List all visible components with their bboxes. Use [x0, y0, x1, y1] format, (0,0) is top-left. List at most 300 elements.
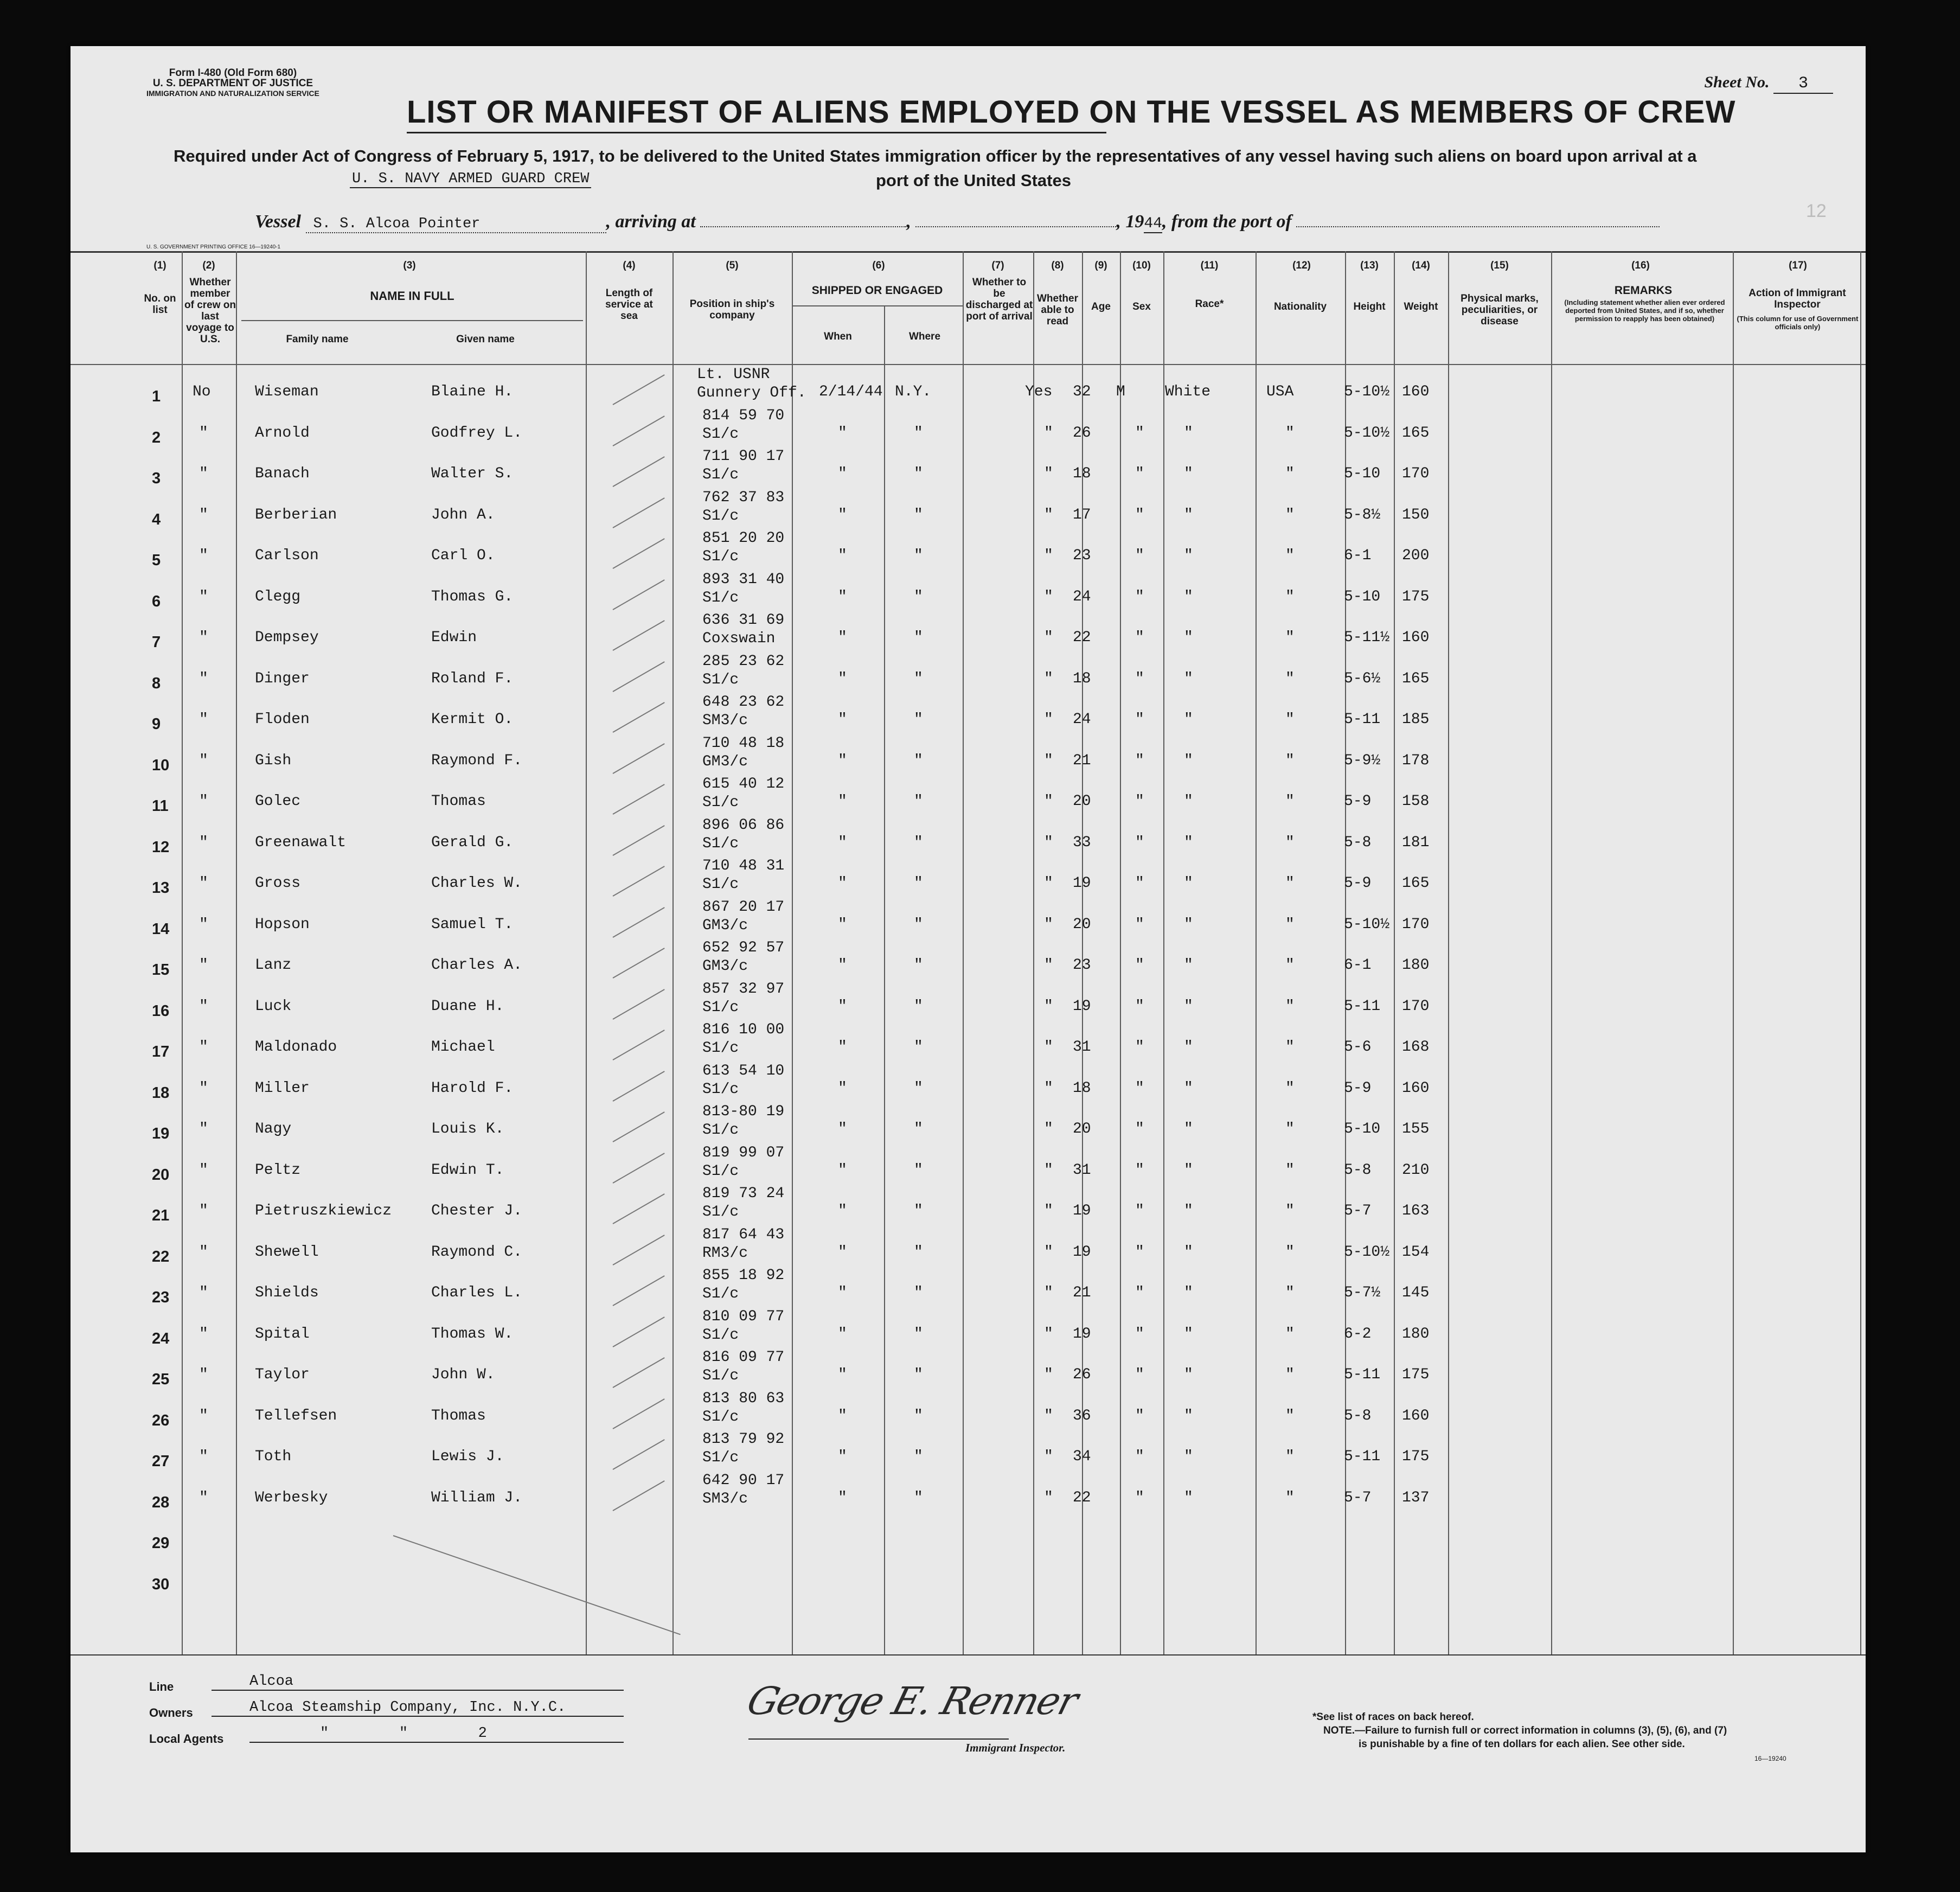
height: 5-10: [1344, 1121, 1381, 1137]
able-to-read: ": [1044, 670, 1053, 687]
year-value: 44: [1144, 215, 1162, 232]
nationality: ": [1285, 1489, 1295, 1506]
race: ": [1184, 998, 1193, 1015]
shipped-where: ": [914, 752, 923, 769]
footer-agents: [149, 1732, 223, 1746]
race: ": [1184, 834, 1193, 851]
able-to-read: ": [1044, 629, 1053, 646]
position-line-2: S1/c: [702, 1449, 739, 1466]
shipped-when: ": [838, 506, 847, 523]
height: 5-8: [1344, 834, 1372, 851]
able-to-read: ": [1044, 1121, 1053, 1137]
nationality: ": [1285, 1325, 1295, 1343]
weight: 170: [1402, 465, 1430, 482]
shipped-when: ": [838, 875, 847, 892]
position-line-2: S1/c: [702, 425, 739, 443]
weight: 200: [1402, 547, 1430, 564]
row-number: 1: [152, 388, 161, 405]
weight: 180: [1402, 1325, 1430, 1343]
shipped-where: ": [914, 998, 923, 1015]
family-name: Greenawalt: [255, 834, 347, 851]
able-to-read: ": [1044, 1243, 1053, 1261]
prev-voyage: ": [199, 1489, 208, 1506]
shipped-when: ": [838, 752, 847, 769]
given-name: Harold F.: [431, 1079, 514, 1097]
prev-voyage: ": [199, 916, 208, 933]
able-to-read: ": [1044, 834, 1053, 851]
given-name: Samuel T.: [431, 916, 514, 933]
manifest-sheet: [71, 46, 1866, 1852]
able-to-read: ": [1044, 1325, 1053, 1343]
row-number: 11: [152, 797, 169, 815]
sex: ": [1135, 1448, 1144, 1465]
given-name: Raymond F.: [431, 752, 523, 769]
sex: ": [1135, 916, 1144, 933]
able-to-read: ": [1044, 1039, 1053, 1056]
age: 21: [1073, 1284, 1091, 1301]
form-info: [146, 68, 319, 99]
position-line-1: 893 31 40: [702, 571, 785, 588]
age: 31: [1073, 1161, 1091, 1179]
col-14-num: (14): [1412, 260, 1430, 271]
position-line-2: S1/c: [702, 835, 739, 852]
nationality: ": [1285, 1448, 1295, 1465]
table-bottom-rule: [71, 1654, 1866, 1656]
age: 22: [1073, 629, 1091, 646]
nationality: ": [1285, 547, 1295, 564]
position-line-2: S1/c: [702, 1162, 739, 1180]
able-to-read: ": [1044, 957, 1053, 974]
shipped-where: ": [914, 1366, 923, 1383]
race: ": [1184, 670, 1193, 687]
age: 26: [1073, 1366, 1091, 1383]
race: ": [1184, 1243, 1193, 1261]
row-number: 3: [152, 470, 161, 487]
nationality: ": [1285, 1079, 1295, 1097]
shipped-where: ": [914, 1203, 923, 1219]
table-row: [71, 448, 1866, 489]
position-line-2: S1/c: [702, 1081, 739, 1098]
col-10-header: Sex: [1132, 301, 1151, 312]
sheet-label: Sheet No.: [1704, 73, 1770, 91]
row-number: 5: [152, 552, 161, 569]
sex: ": [1135, 834, 1144, 851]
position-line-1: 819 73 24: [702, 1185, 785, 1202]
able-to-read: ": [1044, 506, 1053, 523]
row-number: 20: [152, 1166, 170, 1184]
sex: ": [1135, 752, 1144, 769]
prev-voyage: ": [199, 834, 208, 851]
row-number: 21: [152, 1207, 170, 1224]
race: ": [1184, 916, 1193, 933]
agents-value: " " 2: [249, 1725, 624, 1743]
prev-voyage: ": [199, 424, 208, 442]
col-11-num: (11): [1200, 260, 1219, 271]
shipped-where: ": [914, 1489, 923, 1506]
family-name: Berberian: [255, 506, 337, 523]
prev-voyage: ": [199, 1448, 208, 1465]
position-line-2: Coxswain: [702, 630, 776, 647]
family-name: Peltz: [255, 1161, 301, 1179]
race: ": [1184, 588, 1193, 605]
family-name: Lanz: [255, 957, 292, 974]
family-name: Pietruszkiewicz: [255, 1203, 392, 1219]
shipped-when: 2/14/44: [819, 383, 883, 400]
race: ": [1184, 506, 1193, 523]
position-line-2: S1/c: [702, 1122, 739, 1139]
prev-voyage: ": [199, 1039, 208, 1056]
table-row: [71, 939, 1866, 981]
prev-voyage: ": [199, 998, 208, 1015]
height: 5-9: [1344, 875, 1372, 892]
col-16-num: (16): [1631, 260, 1650, 271]
able-to-read: ": [1044, 547, 1053, 564]
position-line-2: SM3/c: [702, 712, 748, 729]
shipped-when: ": [838, 547, 847, 564]
family-name: Maldonado: [255, 1039, 337, 1056]
row-number: 25: [152, 1371, 170, 1388]
nationality: ": [1285, 424, 1295, 442]
family-name: Hopson: [255, 916, 310, 933]
table-row: [71, 858, 1866, 899]
table-row: [71, 1267, 1866, 1308]
shipped-when: ": [838, 465, 847, 482]
prev-voyage: ": [199, 793, 208, 810]
position-line-2: S1/c: [702, 1367, 739, 1384]
col-2-num: (2): [202, 260, 215, 271]
shipped-where: N.Y.: [895, 383, 932, 400]
age: 19: [1073, 1243, 1091, 1261]
col-17-note: (This column for use of Government officials only): [1737, 315, 1859, 331]
table-row: [71, 1431, 1866, 1472]
nationality: ": [1285, 1203, 1295, 1219]
inspector-label: Immigrant Inspector.: [965, 1741, 1066, 1754]
height: 5-7½: [1344, 1284, 1381, 1301]
able-to-read: ": [1044, 1284, 1053, 1301]
position-line-1: 814 59 70: [702, 407, 785, 424]
sex: ": [1135, 1039, 1144, 1056]
row-number: 4: [152, 510, 161, 528]
weight: 160: [1402, 1079, 1430, 1097]
sex: ": [1135, 465, 1144, 482]
race: ": [1184, 1203, 1193, 1219]
row-number: 29: [152, 1535, 170, 1552]
height: 5-8: [1344, 1161, 1372, 1179]
nationality: ": [1285, 506, 1295, 523]
col-3-header: NAME IN FULL: [370, 289, 454, 303]
sex: ": [1135, 1489, 1144, 1506]
age: 24: [1073, 711, 1091, 728]
sex: ": [1135, 670, 1144, 687]
prev-voyage: ": [199, 957, 208, 974]
prev-voyage: ": [199, 670, 208, 687]
weight: 165: [1402, 875, 1430, 892]
given-name: Roland F.: [431, 670, 514, 687]
position-line-2: S1/c: [702, 548, 739, 565]
height: 5-6: [1344, 1039, 1372, 1056]
shipped-when: ": [838, 1161, 847, 1179]
position-line-1: 851 20 20: [702, 530, 785, 547]
sex: ": [1135, 1284, 1144, 1301]
weight: 154: [1402, 1243, 1430, 1261]
prev-voyage: ": [199, 875, 208, 892]
position-line-1: 642 90 17: [702, 1472, 785, 1489]
row-number: 17: [152, 1043, 170, 1060]
weight: 178: [1402, 752, 1430, 769]
vessel-line: Vessel S. S. Alcoa Pointer , arriving at , , 1944, from the port of: [255, 212, 1660, 233]
weight: 160: [1402, 383, 1430, 400]
col-16-header: REMARKS: [1614, 284, 1673, 297]
col-11-header: Race*: [1195, 298, 1224, 310]
given-name: Godfrey L.: [431, 424, 523, 442]
race: ": [1184, 793, 1193, 810]
prev-voyage: ": [199, 1366, 208, 1383]
sex: ": [1135, 506, 1144, 523]
row-number: 6: [152, 592, 161, 610]
position-line-1: 762 37 83: [702, 489, 785, 506]
height: 5-10½: [1344, 383, 1390, 400]
able-to-read: ": [1044, 1489, 1053, 1506]
height: 6-2: [1344, 1325, 1372, 1343]
prev-voyage: ": [199, 588, 208, 605]
able-to-read: ": [1044, 588, 1053, 605]
shipped-where: ": [914, 834, 923, 851]
family-name: Toth: [255, 1448, 292, 1465]
shipped-where: ": [914, 875, 923, 892]
weight: 210: [1402, 1161, 1430, 1179]
weight: 180: [1402, 957, 1430, 974]
given-name: Louis K.: [431, 1121, 504, 1137]
race: ": [1184, 875, 1193, 892]
side-number: 12: [1806, 201, 1827, 221]
nationality: ": [1285, 1407, 1295, 1424]
table-row: [71, 694, 1866, 735]
given-name: John A.: [431, 506, 495, 523]
given-name: Edwin: [431, 629, 477, 646]
table-row: [71, 1063, 1866, 1104]
sex: ": [1135, 629, 1144, 646]
race: ": [1184, 1079, 1193, 1097]
race: ": [1184, 465, 1193, 482]
col-12-num: (12): [1292, 260, 1311, 271]
height: 5-10½: [1344, 1243, 1390, 1261]
nationality: ": [1285, 998, 1295, 1015]
col-12-header: Nationality: [1273, 301, 1327, 312]
able-to-read: ": [1044, 711, 1053, 728]
sex: ": [1135, 1079, 1144, 1097]
weight: 155: [1402, 1121, 1430, 1137]
position-line-1: 816 10 00: [702, 1021, 785, 1038]
able-to-read: ": [1044, 998, 1053, 1015]
table-row: [71, 489, 1866, 530]
position-line-2: GM3/c: [702, 917, 748, 934]
table-row: [71, 1472, 1866, 1513]
position-line-2: S1/c: [702, 466, 739, 483]
weight: 168: [1402, 1039, 1430, 1056]
prev-voyage: ": [199, 752, 208, 769]
sheet-number: 3: [1773, 74, 1833, 94]
height: 5-11½: [1344, 629, 1390, 646]
nationality: ": [1285, 588, 1295, 605]
subtitle-line2: port of the United States: [876, 171, 1071, 190]
weight: 160: [1402, 1407, 1430, 1424]
weight: 165: [1402, 670, 1430, 687]
shipped-when: ": [838, 998, 847, 1015]
title-underline: [407, 132, 1106, 133]
height: 5-10½: [1344, 424, 1390, 442]
position-line-1: 817 64 43: [702, 1226, 785, 1243]
position-line-1: 810 09 77: [702, 1308, 785, 1325]
table-row: [71, 530, 1866, 571]
given-name: John W.: [431, 1366, 495, 1383]
table-row: [71, 1308, 1866, 1350]
position-line-2: S1/c: [702, 671, 739, 688]
family-name: Carlson: [255, 547, 319, 564]
row-number: 16: [152, 1002, 170, 1020]
age: 20: [1073, 916, 1091, 933]
year-prefix: 19: [1125, 212, 1144, 232]
col-1-header: No. on list: [144, 293, 176, 316]
shipped-when: ": [838, 1325, 847, 1343]
shipped-when: ": [838, 424, 847, 442]
vessel-name: S. S. Alcoa Pointer: [306, 216, 606, 233]
nationality: ": [1285, 1121, 1295, 1137]
row-number: 22: [152, 1248, 170, 1265]
sex: ": [1135, 424, 1144, 442]
position-line-2: S1/c: [702, 1204, 739, 1220]
nationality: ": [1285, 711, 1295, 728]
able-to-read: Yes: [1025, 383, 1053, 400]
table-row: [71, 776, 1866, 817]
shipped-when: ": [838, 834, 847, 851]
table-row: [71, 1349, 1866, 1390]
weight: 181: [1402, 834, 1430, 851]
sex: ": [1135, 1161, 1144, 1179]
height: 6-1: [1344, 957, 1372, 974]
position-line-2: Gunnery Off.: [697, 385, 806, 401]
row-number: 15: [152, 961, 170, 979]
owners-label: Owners: [149, 1706, 193, 1720]
col-8-header: Whether able to read: [1037, 293, 1078, 327]
given-name: Raymond C.: [431, 1243, 523, 1261]
sex: ": [1135, 1243, 1144, 1261]
race: ": [1184, 1039, 1193, 1056]
given-name: Thomas: [431, 793, 486, 810]
col-6-header: SHIPPED OR ENGAGED: [811, 284, 943, 297]
inspector-signature: George E. Renner: [742, 1679, 1083, 1723]
penalty-note-2: is punishable by a fine of ten dollars for each alien. See other side.: [1359, 1738, 1685, 1750]
shipped-where: ": [914, 916, 923, 933]
age: 18: [1073, 1079, 1091, 1097]
races-note: *See list of races on back hereof.: [1312, 1711, 1474, 1723]
race: ": [1184, 711, 1193, 728]
position-line-1: 636 31 69: [702, 612, 785, 629]
shipped-when: ": [838, 711, 847, 728]
position-line-2: S1/c: [702, 794, 739, 811]
able-to-read: ": [1044, 1161, 1053, 1179]
shipped-where: ": [914, 1325, 923, 1343]
table-row: [71, 1513, 1866, 1554]
race: ": [1184, 1325, 1193, 1343]
col-13-num: (13): [1360, 260, 1379, 271]
prev-voyage: ": [199, 629, 208, 646]
age: 24: [1073, 588, 1091, 605]
sex: ": [1135, 1121, 1144, 1137]
table-row: [71, 899, 1866, 940]
col-9-num: (9): [1094, 260, 1107, 271]
age: 18: [1073, 670, 1091, 687]
prev-voyage: ": [199, 1203, 208, 1219]
age: 20: [1073, 1121, 1091, 1137]
given-name: Walter S.: [431, 465, 514, 482]
able-to-read: ": [1044, 752, 1053, 769]
shipped-where: ": [914, 1284, 923, 1301]
nationality: ": [1285, 1243, 1295, 1261]
age: 20: [1073, 793, 1091, 810]
sex: M: [1116, 383, 1125, 400]
family-name: Luck: [255, 998, 292, 1015]
col-6-sub-when: When: [824, 331, 852, 342]
shipped-when: ": [838, 793, 847, 810]
position-line-1: 896 06 86: [702, 816, 785, 834]
col-6-num: (6): [872, 260, 885, 271]
race: ": [1184, 1448, 1193, 1465]
given-name: Gerald G.: [431, 834, 514, 851]
given-name: Duane H.: [431, 998, 504, 1015]
sex: ": [1135, 547, 1144, 564]
row-number: 2: [152, 429, 161, 446]
col-2-header: Whether member of crew on last voyage to U.S.: [184, 277, 236, 345]
shipped-when: ": [838, 629, 847, 646]
family-name: Clegg: [255, 588, 301, 605]
shipped-where: ": [914, 670, 923, 687]
prev-voyage: ": [199, 506, 208, 523]
table-row: [71, 571, 1866, 612]
nationality: ": [1285, 1366, 1295, 1383]
shipped-where: ": [914, 1161, 923, 1179]
sex: ": [1135, 1366, 1144, 1383]
col-15-num: (15): [1490, 260, 1509, 271]
prev-voyage: ": [199, 1243, 208, 1261]
weight: 158: [1402, 793, 1430, 810]
position-line-2: S1/c: [702, 1286, 739, 1302]
shipped-when: ": [838, 1489, 847, 1506]
given-name: Lewis J.: [431, 1448, 504, 1465]
height: 5-10: [1344, 465, 1381, 482]
given-name: Michael: [431, 1039, 495, 1056]
vessel-label: Vessel: [255, 212, 301, 232]
able-to-read: ": [1044, 1079, 1053, 1097]
age: 32: [1073, 383, 1091, 400]
height: 5-11: [1344, 1448, 1381, 1465]
race: White: [1165, 383, 1211, 400]
height: 5-8½: [1344, 506, 1381, 523]
shipped-where: ": [914, 1079, 923, 1097]
table-row: [71, 1145, 1866, 1186]
shipped-where: ": [914, 424, 923, 442]
family-name: Shewell: [255, 1243, 319, 1261]
sex: ": [1135, 1203, 1144, 1219]
col-4-header: Length of service at sea: [605, 287, 653, 322]
nationality: ": [1285, 1284, 1295, 1301]
shipped-when: ": [838, 1366, 847, 1383]
shipped-when: ": [838, 1448, 847, 1465]
height: 6-1: [1344, 547, 1372, 564]
position-line-1: 813 79 92: [702, 1431, 785, 1448]
row-number: 9: [152, 715, 161, 733]
sex: ": [1135, 588, 1144, 605]
family-name: Dinger: [255, 670, 310, 687]
